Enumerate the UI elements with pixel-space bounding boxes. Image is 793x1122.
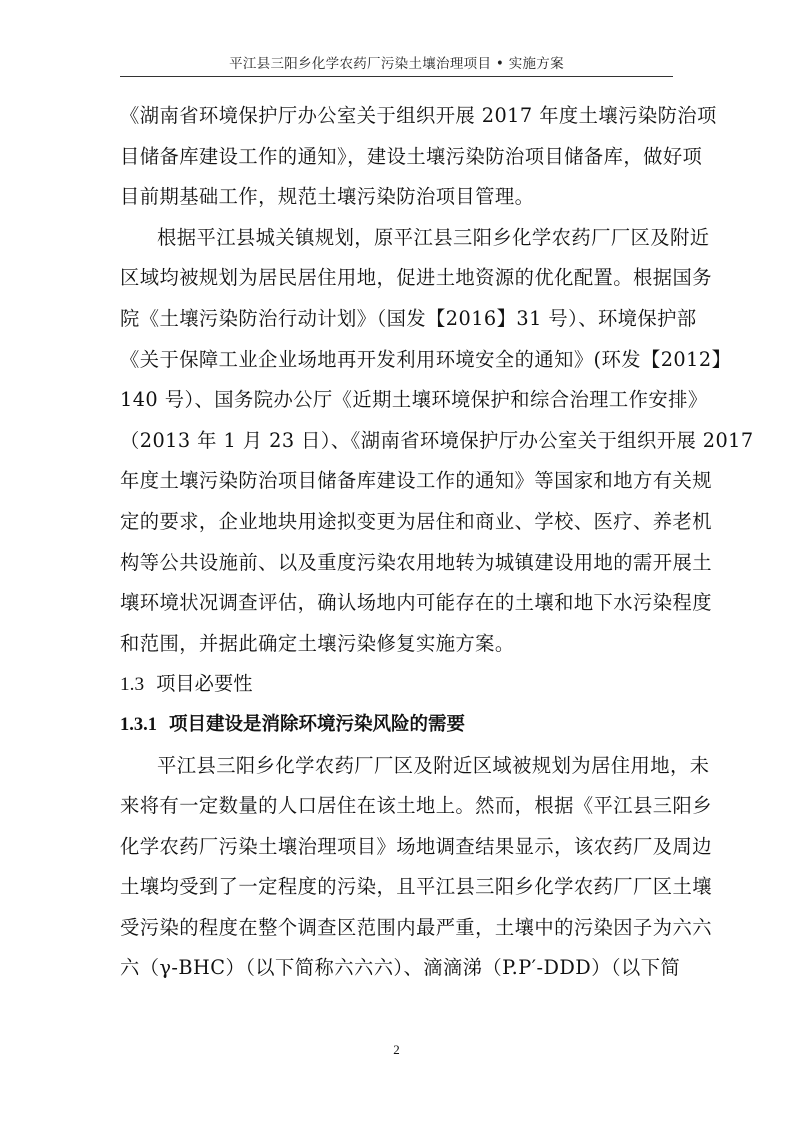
text-line: 区域均被规划为居民居住用地，促进土地资源的优化配置。根据国务 xyxy=(120,266,712,290)
text-line: 和范围，并据此确定土壤污染修复实施方案。 xyxy=(120,631,515,655)
paragraph xyxy=(120,218,754,665)
section-title: 项目必要性 xyxy=(156,672,253,696)
page-number: 2 xyxy=(393,1042,400,1057)
text-line: 140 号）、国务院办公厅《近期土壤环境保护和综合治理工作安排》 xyxy=(120,388,708,412)
text-line: 《关于保障工业企业场地再开发利用环境安全的通知》(环发【2012】 xyxy=(120,347,732,371)
text-line: 年度土壤污染防治项目储备库建设工作的通知》等国家和地方有关规 xyxy=(120,469,712,493)
text-line: 平江县三阳乡化学农药厂厂区及附近区域被规划为居住用地，未 xyxy=(157,753,710,777)
text-line: 土壤均受到了一定程度的污染，且平江县三阳乡化学农药厂厂区土壤 xyxy=(120,875,712,899)
section-heading xyxy=(120,664,673,705)
subsection-number: 1.3.1 xyxy=(120,714,157,735)
text-line: 构等公共设施前、以及重度污染农用地转为城镇建设用地的需开展土 xyxy=(120,550,712,574)
text-line: 化学农药厂污染土壤治理项目》场地调查结果显示，该农药厂及周边 xyxy=(120,834,712,858)
text-line: 院《土壤污染防治行动计划》（国发【2016】31 号）、环境保护部 xyxy=(120,306,697,330)
text-line: （2013 年 1 月 23 日）、《湖南省环境保护厅办公室关于组织开展 2017 xyxy=(120,428,754,452)
text-line: 目储备库建设工作的通知》，建设土壤污染防治项目储备库，做好项 xyxy=(120,144,703,168)
page-header: 平江县三阳乡化学农药厂污染土壤治理项目 • 实施方案 xyxy=(229,56,564,72)
subsection-heading xyxy=(120,705,673,746)
text-line: 来将有一定数量的人口居住在该土地上。然而，根据《平江县三阳乡 xyxy=(120,794,712,818)
document-body xyxy=(120,96,754,989)
text-line: 定的要求，企业地块用途拟变更为居住和商业、学校、医疗、养老机 xyxy=(120,509,712,533)
section-number: 1.3 xyxy=(120,674,145,696)
subsection-title: 项目建设是消除环境污染风险的需要 xyxy=(169,713,466,735)
text-line: 六（γ-BHC）（以下简称六六六）、滴滴涕（P.P′-DDD）（以下简 xyxy=(120,956,681,980)
header-divider xyxy=(120,76,673,77)
text-line: 受污染的程度在整个调查区范围内最严重，土壤中的污染因子为六六 xyxy=(120,915,712,939)
text-line: 《湖南省环境保护厅办公室关于组织开展 2017 年度土壤污染防治项 xyxy=(120,104,717,127)
text-line: 壤环境状况调查评估，确认场地内可能存在的土壤和地下水污染程度 xyxy=(120,591,712,615)
paragraph xyxy=(120,96,717,218)
paragraph xyxy=(120,746,712,990)
text-line: 根据平江县城关镇规划，原平江县三阳乡化学农药厂厂区及附近 xyxy=(157,225,710,249)
text-line: 目前期基础工作，规范土壤污染防治项目管理。 xyxy=(120,185,535,209)
